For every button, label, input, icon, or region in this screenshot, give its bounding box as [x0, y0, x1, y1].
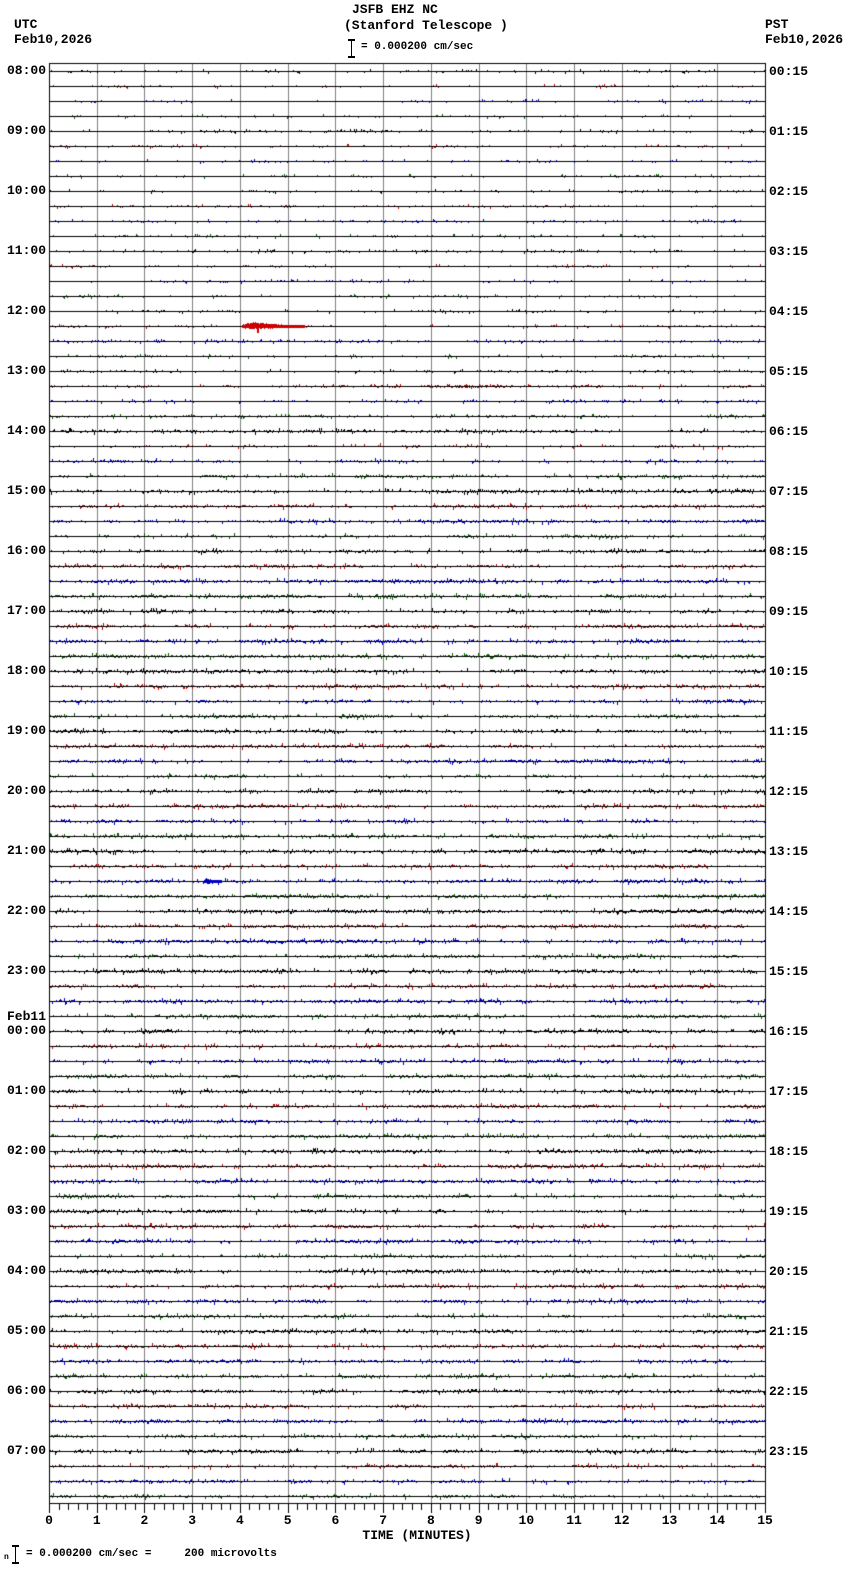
utc-hour-label: 07:00	[6, 1443, 46, 1458]
pst-hour-label: 21:15	[769, 1324, 809, 1339]
right-date: Feb10,2026	[765, 32, 844, 47]
pst-hour-label: 22:15	[769, 1384, 809, 1399]
x-tick-label: 6	[331, 1513, 340, 1528]
utc-hour-label: 01:00	[6, 1083, 46, 1098]
x-tick-label: 7	[379, 1513, 388, 1528]
right-timezone: PST	[765, 17, 789, 32]
station-subtitle: (Stanford Telescope )	[344, 18, 508, 33]
left-timezone: UTC	[14, 17, 38, 32]
pst-hour-label: 07:15	[769, 484, 809, 499]
utc-hour-label: 22:00	[6, 903, 46, 918]
pst-hour-label: 08:15	[769, 544, 809, 559]
pst-hour-label: 17:15	[769, 1084, 809, 1099]
pst-hour-label: 09:15	[769, 604, 809, 619]
pst-hour-label: 03:15	[769, 244, 809, 259]
station-title: JSFB EHZ NC	[352, 2, 438, 17]
utc-hour-label: 18:00	[6, 663, 46, 678]
utc-hour-label: 20:00	[6, 783, 46, 798]
utc-hour-label: 23:00	[6, 963, 46, 978]
x-tick-label: 1	[92, 1513, 101, 1528]
pst-hour-label: 01:15	[769, 124, 809, 139]
pst-hour-label: 20:15	[769, 1264, 809, 1279]
x-tick-label: 3	[188, 1513, 197, 1528]
x-tick-label: 12	[613, 1513, 630, 1528]
x-tick-label: 13	[661, 1513, 678, 1528]
pst-hour-label: 16:15	[769, 1024, 809, 1039]
pst-hour-label: 12:15	[769, 784, 809, 799]
utc-hour-label: 05:00	[6, 1323, 46, 1338]
utc-hour-label: 10:00	[6, 183, 46, 198]
pst-hour-label: 02:15	[769, 184, 809, 199]
x-tick-label: 2	[140, 1513, 149, 1528]
scale-bar-icon	[348, 39, 355, 58]
pst-hour-label: 18:15	[769, 1144, 809, 1159]
pst-hour-label: 11:15	[769, 724, 809, 739]
utc-hour-label: 21:00	[6, 843, 46, 858]
footer-prefix: n	[4, 1553, 9, 1562]
x-tick-label: 0	[45, 1513, 53, 1528]
pst-hour-label: 15:15	[769, 964, 809, 979]
pst-hour-label: 04:15	[769, 304, 809, 319]
footer-scale-bar-icon	[12, 1545, 19, 1564]
utc-hour-label: 03:00	[6, 1203, 46, 1218]
utc-hour-label: 02:00	[6, 1143, 46, 1158]
pst-hour-label: 05:15	[769, 364, 809, 379]
pst-hour-label: 06:15	[769, 424, 809, 439]
pst-hour-label: 23:15	[769, 1444, 809, 1459]
utc-hour-label: 11:00	[6, 243, 46, 258]
utc-hour-label: 13:00	[6, 363, 46, 378]
utc-hour-label: 16:00	[6, 543, 46, 558]
x-tick-label: 8	[426, 1513, 435, 1528]
utc-hour-label: 09:00	[6, 123, 46, 138]
utc-hour-label: 04:00	[6, 1263, 46, 1278]
utc-hour-label: 17:00	[6, 603, 46, 618]
pst-hour-label: 13:15	[769, 844, 809, 859]
pst-hour-label: 19:15	[769, 1204, 809, 1219]
x-tick-label: 9	[474, 1513, 483, 1528]
utc-hour-label: 19:00	[6, 723, 46, 738]
x-tick-label: 5	[283, 1513, 292, 1528]
x-tick-label: 15	[757, 1513, 773, 1528]
x-tick-label: 10	[518, 1513, 535, 1528]
pst-hour-label: 14:15	[769, 904, 809, 919]
utc-hour-label: 15:00	[6, 483, 46, 498]
utc-hour-label: 06:00	[6, 1383, 46, 1398]
left-date: Feb10,2026	[14, 32, 93, 47]
pst-hour-label: 10:15	[769, 664, 809, 679]
date-rollover-label: Feb11	[6, 1009, 46, 1024]
x-tick-label: 14	[709, 1513, 726, 1528]
utc-hour-label: 14:00	[6, 423, 46, 438]
x-tick-label: 4	[236, 1513, 244, 1528]
utc-hour-label: 08:00	[6, 63, 46, 78]
utc-hour-label: 00:00	[6, 1023, 46, 1038]
pst-hour-label: 00:15	[769, 64, 809, 79]
footer-scale-note: = 0.000200 cm/sec = 200 microvolts	[26, 1548, 277, 1560]
x-tick-label: 11	[566, 1513, 582, 1528]
x-axis-label: TIME (MINUTES)	[362, 1528, 472, 1543]
scale-label: = 0.000200 cm/sec	[361, 41, 474, 53]
utc-hour-label: 12:00	[6, 303, 46, 318]
